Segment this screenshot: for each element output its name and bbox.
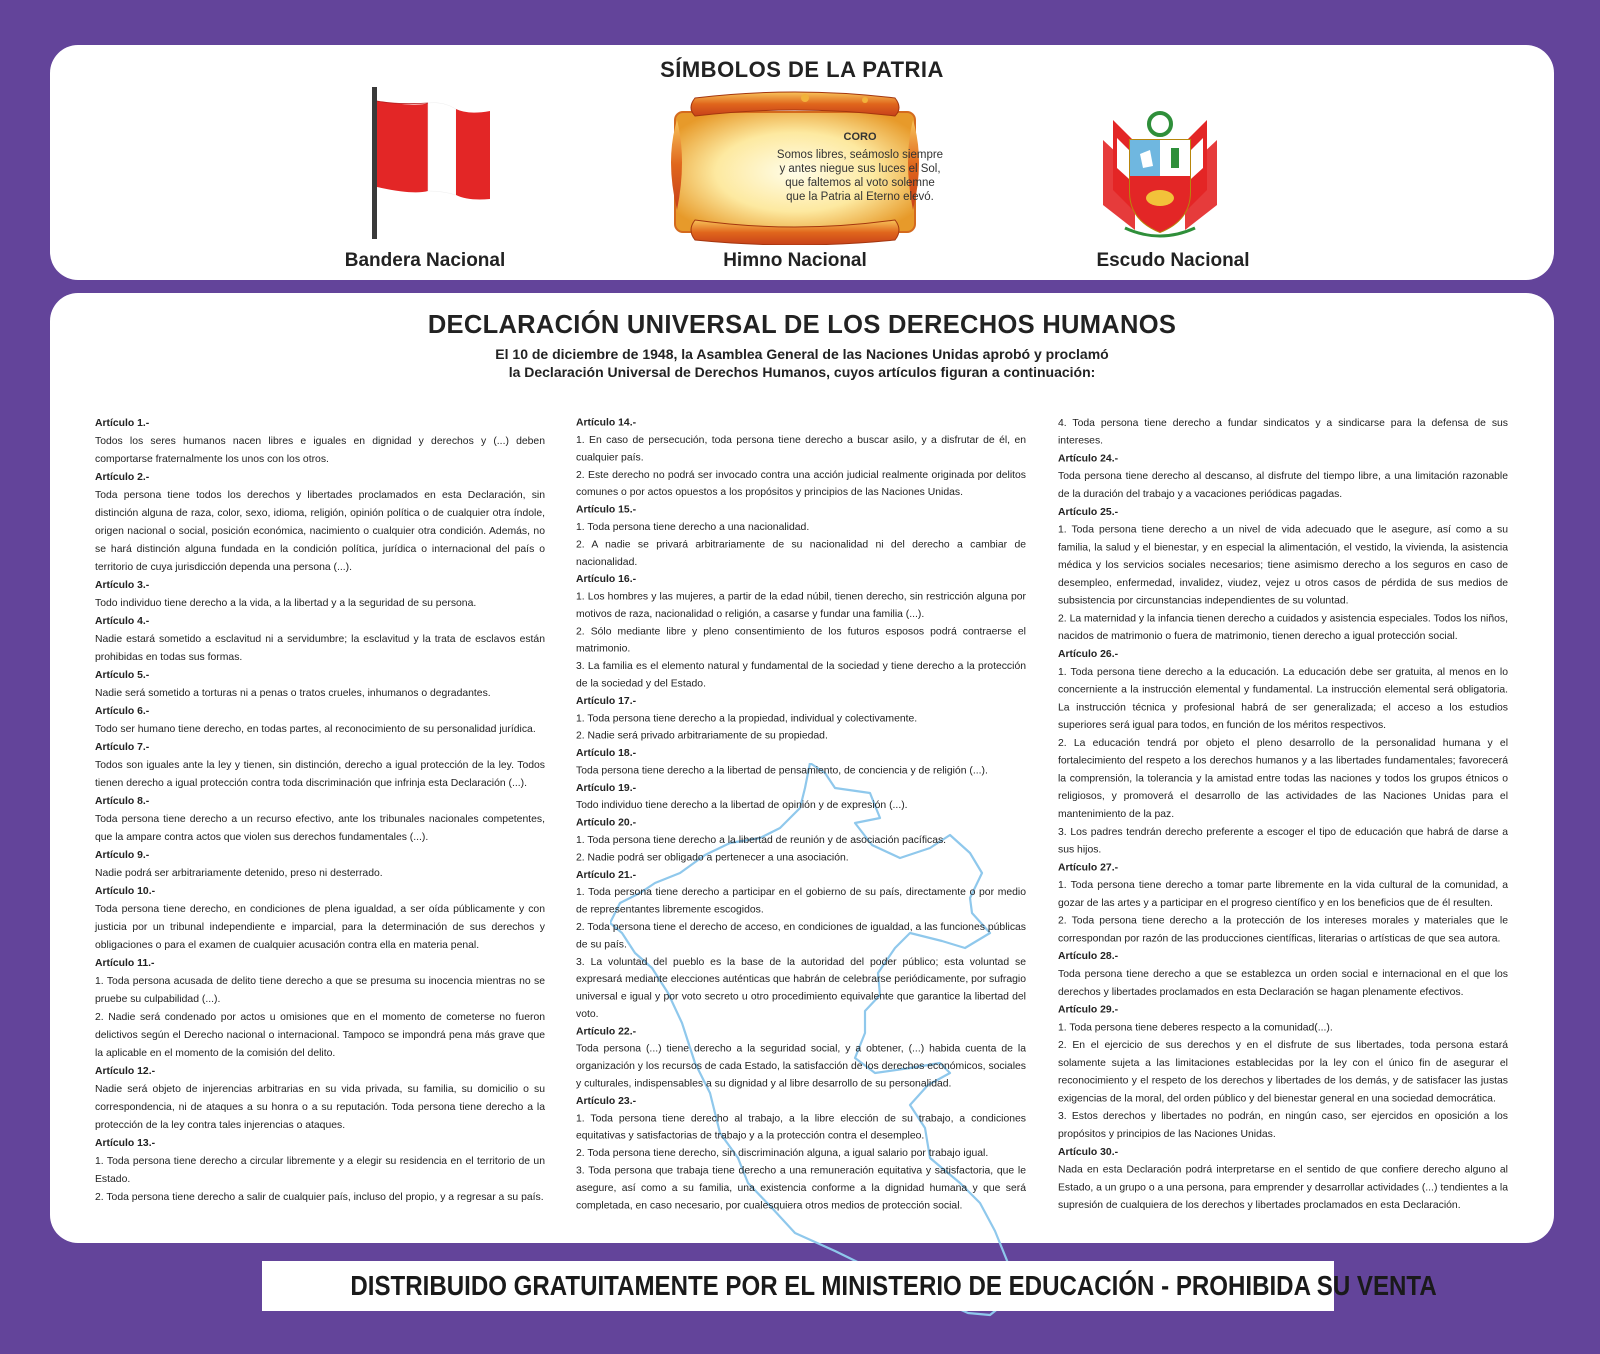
article-text: 1. Toda persona tiene derecho a una nacionalidad. <box>576 522 810 533</box>
article-heading: Artículo 30.- <box>1058 1146 1119 1158</box>
article-heading: Artículo 15.- <box>576 504 637 516</box>
article-heading: Artículo 28.- <box>1058 951 1119 963</box>
article-heading: Artículo 7.- <box>95 742 150 753</box>
article-text: 1. Toda persona tiene derecho a la libertad de reunión y de asociación pacíficas. <box>576 835 947 846</box>
article-text: Nadie será sometido a torturas ni a penas o tratos crueles, inhumanos o degradantes. <box>95 688 491 699</box>
article-text: 2. Nadie podrá ser obligado a pertenecer a una asociación. <box>576 852 849 864</box>
article-heading: Artículo 14.- <box>576 417 637 429</box>
article-text: 1. Toda persona tiene derecho a circular libremente y a elegir su residencia en el territorio de un Estado. <box>95 1156 545 1185</box>
article-text: 3. Los padres tendrán derecho preferente a escoger el tipo de educación que habrá de darse a sus hijos. <box>1058 826 1508 856</box>
article-heading: Artículo 27.- <box>1058 862 1119 874</box>
flag-label: Bandera Nacional <box>344 250 506 271</box>
article-text: 1. En caso de persecución, toda persona tiene derecho a buscar asilo, y a disfrutar de él, en cualquier país. <box>576 435 1026 464</box>
article-text: 2. La maternidad y la infancia tienen derecho a cuidados y asistencia especiales. Todos los niños, nacidos de matrimonio o fuera de matrimonio, tienen derecho a igual protección social. <box>1058 613 1508 643</box>
distribution-notice-text: DISTRIBUIDO GRATUITAMENTE POR EL MINISTERIO DE EDUCACIÓN - PROHIBIDA SU VENTA <box>350 1270 1437 1301</box>
peru-flag-image <box>368 87 498 239</box>
article-heading: Artículo 21.- <box>576 870 637 881</box>
article-heading: Artículo 19.- <box>576 783 637 794</box>
article-text: Nadie estará sometido a esclavitud ni a servidumbre; la esclavitud y la trata de esclavos están prohibidas en todas sus formas. <box>95 634 545 663</box>
article-text: Toda persona tiene derecho, en condiciones de plena igualdad, a ser oída públicamente y con justicia por un tribunal independiente e imparcial, para la determinación de sus derechos y obligaciones o para el examen de cualquier acusación contra ella en materia penal. <box>95 904 545 951</box>
article-text: 2. Toda persona tiene derecho a salir de cualquier país, incluso del propio, y a regresar a su país. <box>95 1192 544 1203</box>
article-heading: Artículo 4.- <box>95 616 150 627</box>
article-text: Toda persona (...) tiene derecho a la seguridad social, y a obtener, (...) habida cuenta de la organización y los recursos de cada Estado, la satisfacción de los derechos económicos, sociales y culturales, indispensables a su dignidad y al libre desarrollo de su personalidad. <box>576 1043 1026 1090</box>
article-heading: Artículo 29.- <box>1058 1004 1119 1016</box>
article-text: Toda persona tiene derecho a un recurso efectivo, ante los tribunales nacionales competentes, que la ampare contra actos que violen sus derechos fundamentales (...). <box>95 814 545 843</box>
article-text: 2. Toda persona tiene derecho, sin discriminación alguna, a igual salario por trabajo igual. <box>576 1148 989 1159</box>
declaration-subtitle-line: la Declaración Universal de Derechos Humanos, cuyos artículos figuran a continuación: <box>508 364 1096 380</box>
article-heading: Artículo 1.- <box>95 418 150 429</box>
articles-column-2 <box>576 415 1026 1215</box>
article-heading: Artículo 12.- <box>95 1066 156 1077</box>
article-text: Todo individuo tiene derecho a la vida, a la libertad y a la seguridad de su persona. <box>95 598 477 609</box>
article-heading: Artículo 17.- <box>576 696 637 707</box>
shield-label: Escudo Nacional <box>1096 250 1250 271</box>
article-text: Toda persona tiene todos los derechos y libertades proclamados en esta Declaración, sin distinción alguna de raza, color, sexo, idioma, religión, opinión política o de cualquier otra índole, origen nacional o social, posición económica, nacimiento o cualquier otra condición. Además, no se hará distinción alguna fundada en la condición política, jurídica o internacional del país o territorio de cuya jurisdicción dependa una persona (...). <box>95 490 545 573</box>
declaration-subtitle <box>50 345 1554 381</box>
anthem-line: y antes niegue sus luces el Sol, <box>779 163 941 175</box>
article-heading: Artículo 2.- <box>95 472 150 483</box>
article-text: 3. Toda persona que trabaja tiene derecho a una remuneración equitativa y satisfactoria, que le asegure, así como a su familia, una existencia conforme a la dignidad humana y que será completada, en caso necesario, por cualesquiera otros medios de protección social. <box>576 1165 1026 1212</box>
article-text: 2. Sólo mediante libre y pleno consentimiento de los futuros esposos podrá contraerse el matrimonio. <box>576 626 1026 655</box>
article-heading: Artículo 11.- <box>95 958 155 969</box>
distribution-notice <box>262 1261 1437 1311</box>
article-heading: Artículo 3.- <box>95 580 150 591</box>
article-text: 3. La voluntad del pueblo es la base de la autoridad del poder público; esta voluntad se expresará mediante elecciones auténticas que habrán de celebrarse periódicamente, por sufragio universal e igual y por voto secreto u otro procedimiento equivalente que garantice la libertad del voto. <box>576 957 1026 1020</box>
article-text: 1. Toda persona tiene derecho a tomar parte libremente en la vida cultural de la comunidad, a gozar de las artes y a participar en el progreso científico y en los beneficios que de él resulten. <box>1058 880 1508 909</box>
article-text: 2. Nadie será condenado por actos u omisiones que en el momento de cometerse no fueron delictivos según el Derecho nacional o internacional. Tampoco se impondrá pena más grave que la aplicable en el momento de la comisión del delito. <box>95 1012 545 1059</box>
anthem-line: que la Patria al Eterno elevó. <box>786 191 934 203</box>
article-text: Nadie será objeto de injerencias arbitrarias en su vida privada, su familia, su domicilio o su correspondencia, ni de ataques a su honra o a su reputación. Toda persona tiene derecho a la protección de la ley contra tales injerencias o ataques. <box>95 1084 545 1131</box>
article-text: 1. Toda persona tiene derecho a un nivel de vida adecuado que le asegure, así como a su familia, la salud y el bienestar, y en especial la alimentación, el vestido, la vivienda, la asistencia médica y los servicios sociales necesarios; tiene asimismo derecho a los seguros en caso de desempleo, enfermedad, invalidez, viudez, vejez u otros casos de pérdida de sus medios de subsistencia por circunstancias independientes de su voluntad. <box>1058 524 1508 607</box>
article-text: Toda persona tiene derecho al descanso, al disfrute del tiempo libre, a una limitación razonable de la duración del trabajo y a vacaciones periódicas pagadas. <box>1058 471 1508 500</box>
article-text: 1. Toda persona tiene derecho a la educación. La educación debe ser gratuita, al menos en lo concerniente a la instrucción elemental y fundamental. La instrucción elemental será obligatoria. La instrucción técnica y profesional habrá de ser generalizada; el acceso a los estudios superiores será igual para todos, en función de los méritos respectivos. <box>1058 666 1508 732</box>
symbols-title: SÍMBOLOS DE LA PATRIA <box>660 57 944 82</box>
anthem-line: Somos libres, seámoslo siempre <box>776 149 944 161</box>
article-heading: Artículo 24.- <box>1058 453 1119 465</box>
article-text: 2. Toda persona tiene el derecho de acceso, en condiciones de igualdad, a las funciones públicas de su país. <box>576 922 1026 951</box>
article-heading: Artículo 22.- <box>576 1026 637 1038</box>
article-text: 1. Toda persona tiene derecho a la propiedad, individual y colectivamente. <box>576 713 918 725</box>
article-text: Todos son iguales ante la ley y tienen, sin distinción, derecho a igual protección de la ley. Todos tienen derecho a igual protección contra toda discriminación que infrinja esta Declaración (...). <box>95 760 545 789</box>
article-text: Todos los seres humanos nacen libres e iguales en dignidad y derechos y (...) deben comportarse fraternalmente los unos con los otros. <box>95 436 545 465</box>
declaration-panel <box>50 293 1554 1243</box>
article-text: 1. Toda persona tiene derecho al trabajo, a la libre elección de su trabajo, a condiciones equitativas y satisfactorias de trabajo y a la protección contra el desempleo. <box>576 1113 1026 1142</box>
national-symbols-panel <box>50 45 1554 280</box>
article-heading: Artículo 20.- <box>576 817 637 829</box>
article-heading: Artículo 8.- <box>95 796 150 807</box>
article-heading: Artículo 6.- <box>95 706 150 717</box>
article-text: 2. Toda persona tiene derecho a la protección de los intereses morales y materiales que le correspondan por razón de las producciones científicas, literarias o artísticas de que sea autora. <box>1058 915 1508 945</box>
anthem-chorus-text <box>760 130 960 204</box>
article-heading: Artículo 26.- <box>1058 649 1119 660</box>
anthem-line: que faltemos al voto solemne <box>785 177 935 189</box>
article-text: Nada en esta Declaración podrá interpretarse en el sentido de que confiere derecho alguno al Estado, a un grupo o a una persona, para emprender y desarrollar actividades (...) tendientes a la supresión de cualquiera de los derechos y libertades proclamados en esta Declaración. <box>1058 1164 1508 1212</box>
article-text: Todo individuo tiene derecho a la libertad de opinión y de expresión (...). <box>576 800 908 812</box>
article-text: 2. Este derecho no podrá ser invocado contra una acción judicial realmente originada por delitos comunes o por actos opuestos a los propósitos y principios de las Naciones Unidas. <box>576 470 1026 499</box>
coat-of-arms-image <box>1095 110 1225 242</box>
articles-column-1 <box>95 415 545 1207</box>
article-heading: Artículo 13.- <box>95 1138 156 1149</box>
article-heading: Artículo 16.- <box>576 574 637 586</box>
article-text: Toda persona tiene derecho a la libertad de pensamiento, de conciencia y de religión (...). <box>576 765 988 777</box>
articles-column-3 <box>1058 415 1508 1215</box>
article-text: 1. Toda persona tiene deberes respecto a la comunidad(...). <box>1058 1022 1333 1034</box>
anthem-label: Himno Nacional <box>723 250 867 271</box>
declaration-title: DECLARACIÓN UNIVERSAL DE LOS DERECHOS HUMANOS <box>427 311 1177 339</box>
article-text: 4. Toda persona tiene derecho a fundar sindicatos y a sindicarse para la defensa de sus intereses. <box>1058 417 1508 447</box>
article-text: 2. La educación tendrá por objeto el pleno desarrollo de la personalidad humana y el fortalecimiento del respeto a los derechos humanos y a las libertades fundamentales; favorecerá la comprensión, la tolerancia y la amistad entre todas las naciones y todos los grupos étnicos o religiosos, y promoverá el desarrollo de las actividades de las Naciones Unidas para el mantenimiento de la paz. <box>1058 737 1508 820</box>
article-text: 3. La familia es el elemento natural y fundamental de la sociedad y tiene derecho a la protección de la sociedad y del Estado. <box>576 661 1026 690</box>
article-text: 1. Toda persona tiene derecho a participar en el gobierno de su país, directamente o por medio de representantes libremente escogidos. <box>576 887 1026 916</box>
article-heading: Artículo 5.- <box>95 670 150 681</box>
article-heading: Artículo 9.- <box>95 850 150 861</box>
article-text: 3. Estos derechos y libertades no podrán, en ningún caso, ser ejercidos en oposición a los propósitos y principios de las Naciones Unidas. <box>1058 1111 1508 1140</box>
article-text: 1. Los hombres y las mujeres, a partir de la edad núbil, tienen derecho, sin restricción alguna por motivos de raza, nacionalidad o religión, a casarse y fundar una familia (...). <box>576 591 1026 620</box>
article-text: 1. Toda persona acusada de delito tiene derecho a que se presuma su inocencia mientras no se pruebe su culpabilidad (...). <box>95 976 545 1005</box>
article-text: 2. En el ejercicio de sus derechos y en el disfrute de sus libertades, toda persona estará solamente sujeta a las limitaciones establecidas por la ley con el único fin de asegurar el reconocimiento y el respeto de los derechos y libertades de los demás, y de satisfacer las justas exigencias de la moral, del orden público y del bienestar general en una sociedad democrática. <box>1058 1040 1508 1105</box>
article-heading: Artículo 10.- <box>95 886 156 897</box>
article-heading: Artículo 25.- <box>1058 506 1119 518</box>
article-text: Toda persona tiene derecho a que se establezca un orden social e internacional en el que los derechos y libertades proclamados en esta Declaración se hagan plenamente efectivos. <box>1058 969 1508 998</box>
declaration-subtitle-line: El 10 de diciembre de 1948, la Asamblea General de las Naciones Unidas aprobó y proclamó <box>495 346 1109 362</box>
article-text: 2. Nadie será privado arbitrariamente de su propiedad. <box>576 730 828 742</box>
article-heading: Artículo 18.- <box>576 748 637 759</box>
article-text: Nadie podrá ser arbitrariamente detenido, preso ni desterrado. <box>95 868 383 879</box>
article-text: Todo ser humano tiene derecho, en todas partes, al reconocimiento de su personalidad jurídica. <box>95 724 536 735</box>
article-text: 2. A nadie se privará arbitrariamente de su nacionalidad ni del derecho a cambiar de nacionalidad. <box>576 539 1026 568</box>
article-heading: Artículo 23.- <box>576 1096 637 1107</box>
anthem-chorus-heading: CORO <box>843 131 877 143</box>
